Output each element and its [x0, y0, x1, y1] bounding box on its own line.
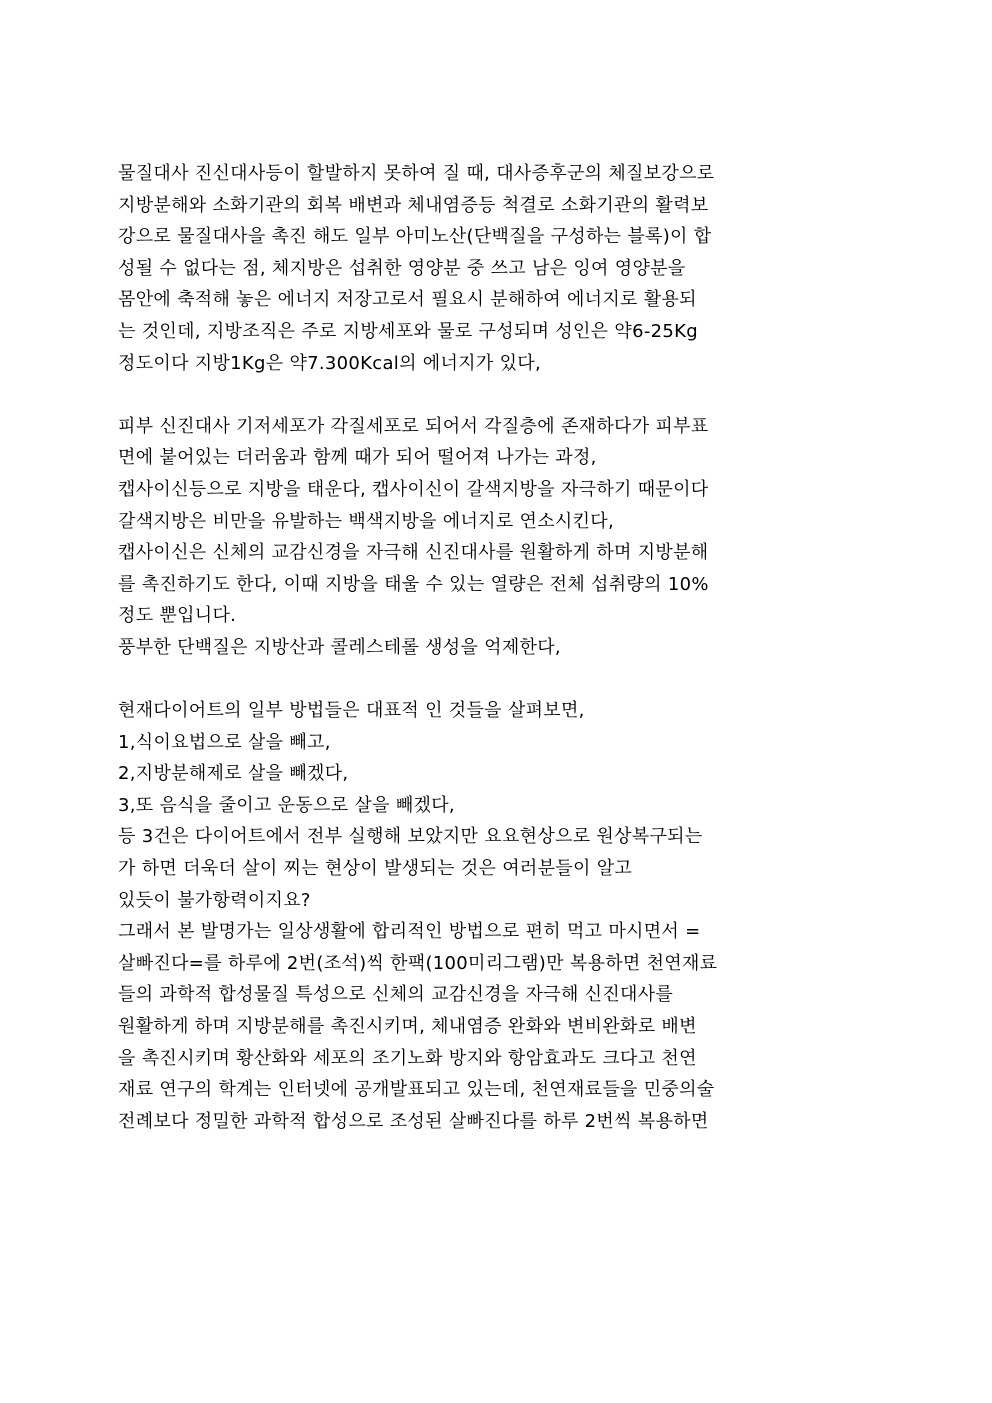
text-line: 3,또 음식을 줄이고 운동으로 살을 빼겠다, — [118, 794, 455, 816]
text-line: 강으로 물질대사을 촉진 해도 일부 아미노산(단백질을 구성하는 블록)이 합 — [118, 226, 712, 248]
text-line: 성될 수 없다는 점, 체지방은 섭취한 영양분 중 쓰고 남은 잉여 영양분을 — [118, 257, 686, 279]
body-text — [118, 158, 878, 1137]
text-line: 정도이다 지방1Kg은 약7.300Kcal의 에너지가 있다, — [118, 352, 541, 374]
paragraph-gap — [118, 664, 878, 696]
text-line: 몸안에 축적해 놓은 에너지 저장고로서 필요시 분해하여 에너지로 활용되 — [118, 289, 697, 311]
text-line: 정도 뿐입니다. — [118, 605, 237, 627]
text-line: 지방분해와 소화기관의 회복 배변과 체내염증등 척결로 소화기관의 활력보 — [118, 194, 709, 216]
text-line: 피부 신진대사 기저세포가 각질세포로 되어서 각질층에 존재하다가 피부표 — [118, 415, 709, 437]
text-line: 2,지방분해제로 살을 빼겠다, — [118, 763, 349, 785]
text-line: 살빠진다=를 하루에 2번(조석)씩 한팩(100미리그램)만 복용하면 천연재료 — [118, 952, 718, 974]
text-line: 그래서 본 발명가는 일상생활에 합리적인 방법으로 편히 먹고 마시면서 = — [118, 921, 701, 943]
text-line: 가 하면 더욱더 살이 찌는 현상이 발생되는 것은 여러분들이 알고 — [118, 858, 633, 880]
text-line: 풍부한 단백질은 지방산과 콜레스테롤 생성을 억제한다, — [118, 636, 561, 658]
text-line: 를 촉진하기도 한다, 이때 지방을 태울 수 있는 열량은 전체 섭취량의 10% — [118, 573, 709, 595]
text-line: 있듯이 불가항력이지요? — [118, 889, 311, 911]
paragraph-gap — [118, 379, 878, 411]
text-line: 원활하게 하며 지방분해를 촉진시키며, 체내염증 완화와 변비완화로 배변 — [118, 1016, 697, 1038]
text-line: 캡사이신등으로 지방을 태운다, 캡사이신이 갈색지방을 자극하기 때문이다 — [118, 478, 709, 500]
text-line: 캡사이신은 신체의 교감신경을 자극해 신진대사를 원활하게 하며 지방분해 — [118, 542, 709, 564]
text-line: 전례보다 정밀한 과학적 합성으로 조성된 살빠진다를 하루 2번씩 복용하면 — [118, 1110, 709, 1132]
text-line: 갈색지방은 비만을 유발하는 백색지방을 에너지로 연소시킨다, — [118, 510, 615, 532]
text-line: 는 것인데, 지방조직은 주로 지방세포와 물로 구성되며 성인은 약6-25Kg — [118, 320, 698, 342]
text-line: 들의 과학적 합성물질 특성으로 신체의 교감신경을 자극해 신진대사를 — [118, 984, 674, 1006]
text-line: 1,식이요법으로 살을 빼고, — [118, 731, 331, 753]
text-line: 등 3건은 다이어트에서 전부 실행해 보았지만 요요현상으로 원상복구되는 — [118, 826, 703, 848]
text-line: 현재다이어트의 일부 방법들은 대표적 인 것들을 살펴보면, — [118, 700, 585, 722]
text-line: 재료 연구의 학계는 인터넷에 공개발표되고 있는데, 천연재료들을 민중의술 — [118, 1079, 715, 1101]
text-line: 물질대사 진신대사등이 할발하지 못하여 질 때, 대사증후군의 체질보강으로 — [118, 163, 715, 184]
text-line: 을 촉진시키며 황산화와 세포의 조기노화 방지와 항암효과도 크다고 천연 — [118, 1047, 697, 1069]
text-line: 면에 붙어있는 더러움과 함께 때가 되어 떨어져 나가는 과정, — [118, 447, 597, 469]
